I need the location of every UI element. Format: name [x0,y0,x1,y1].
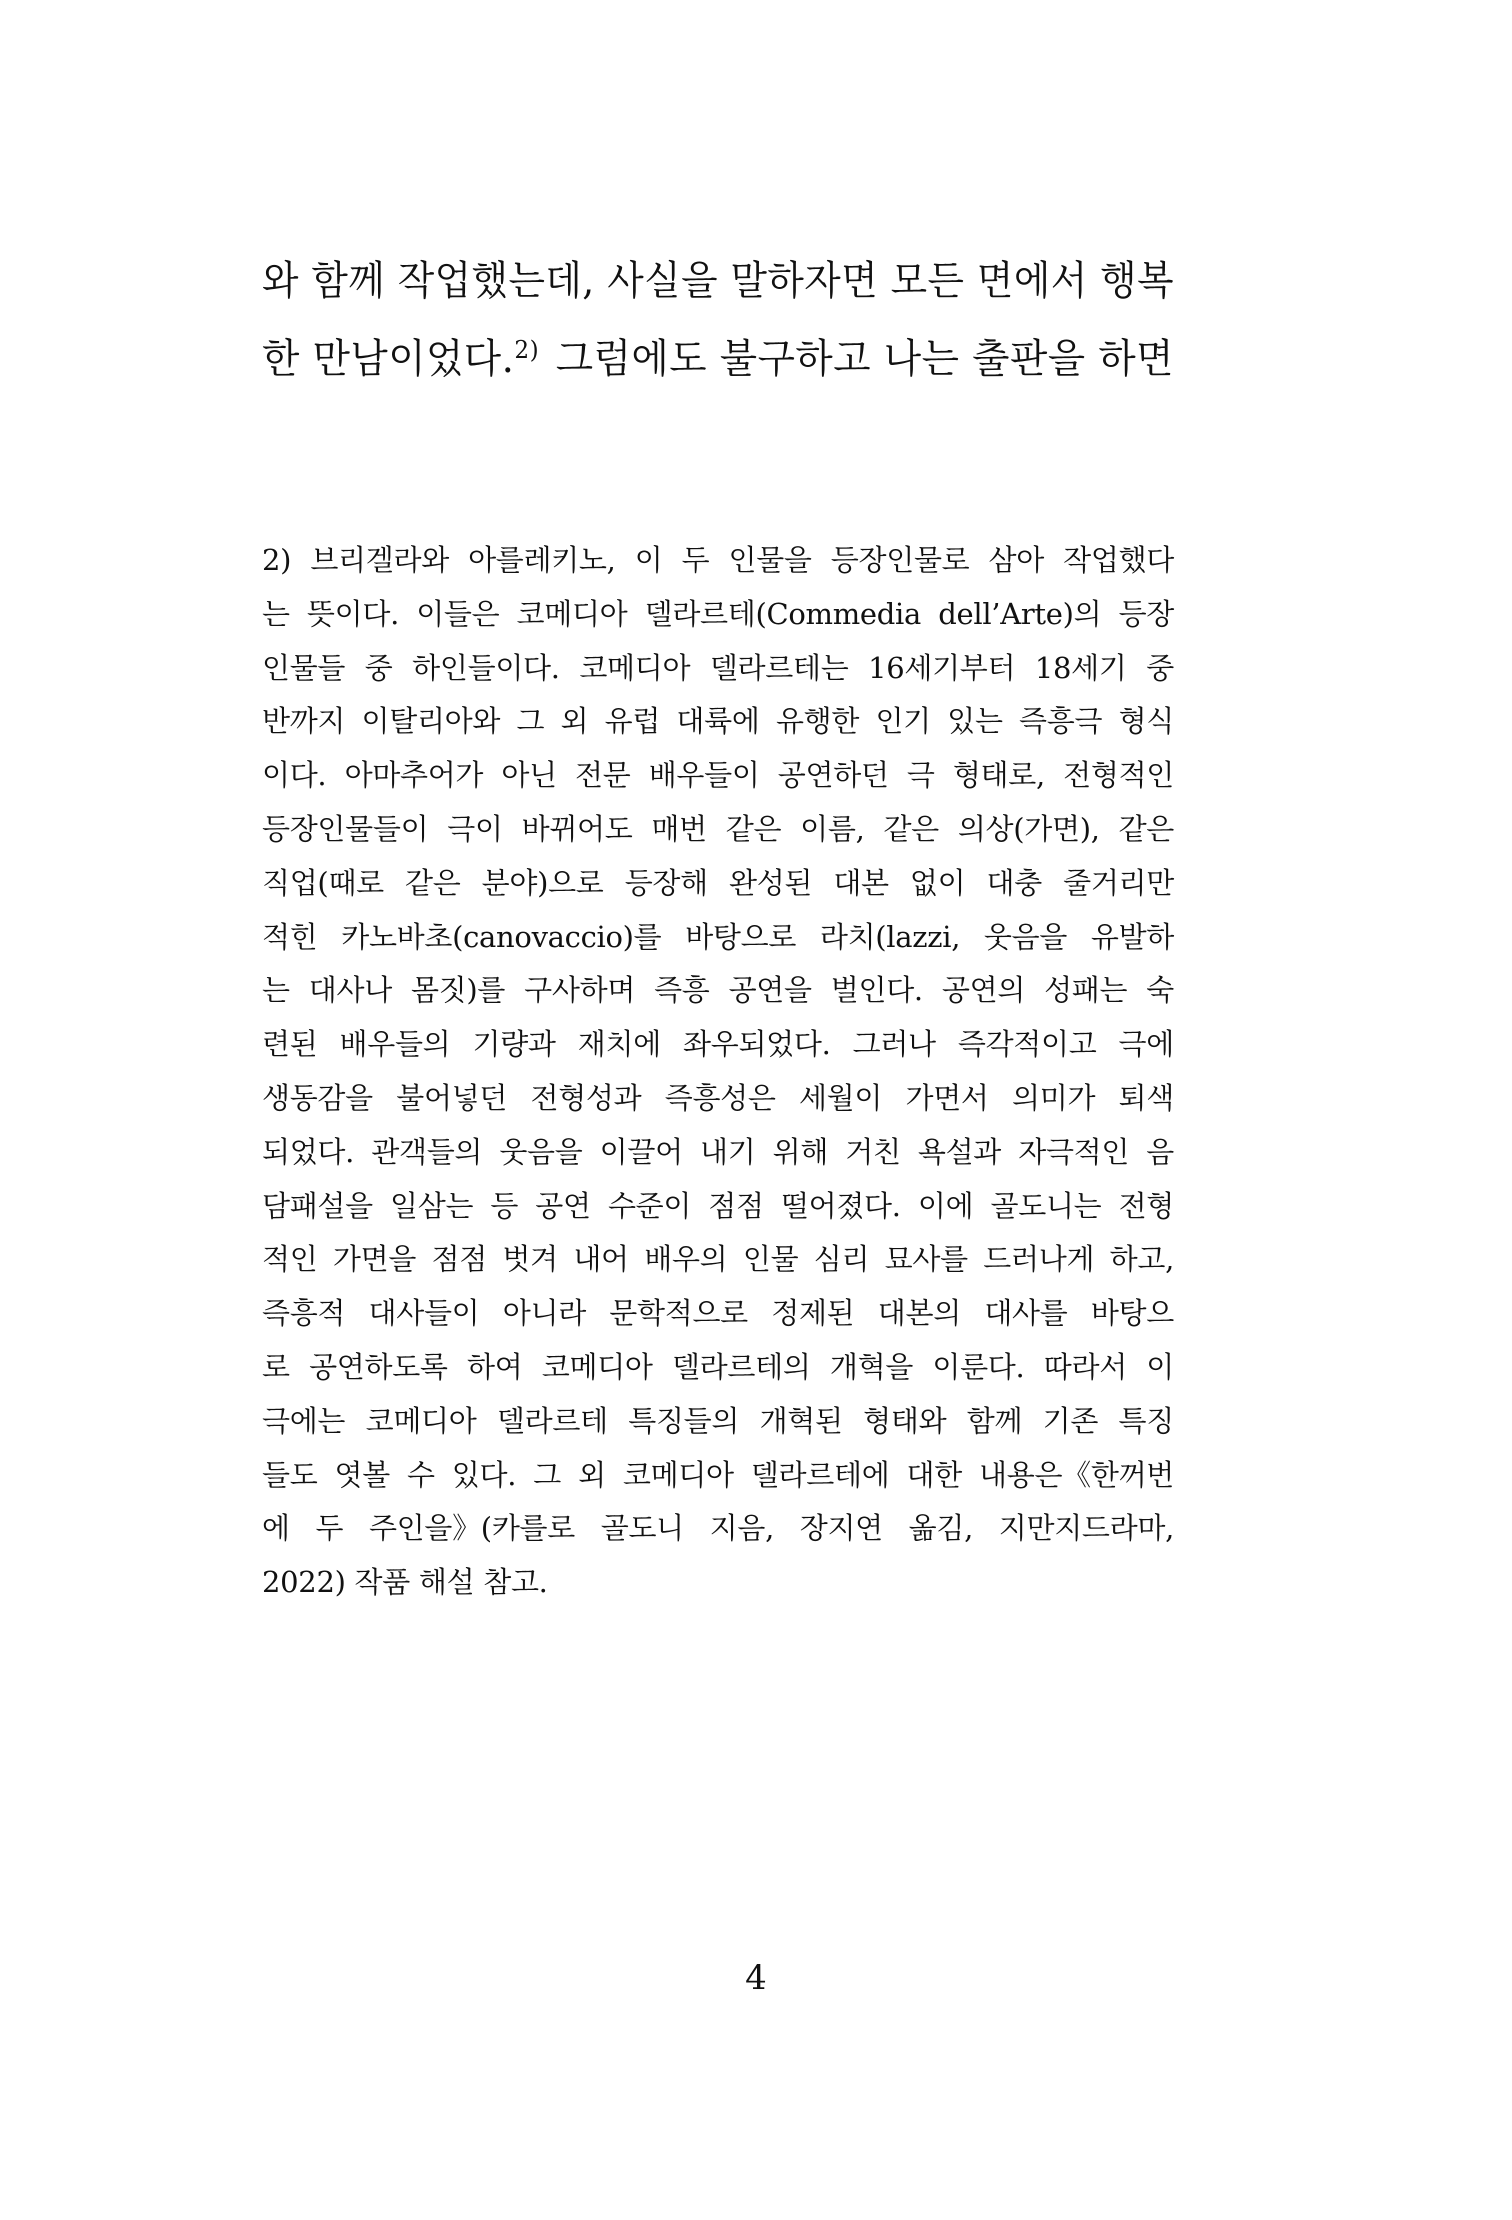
footnote-line: 등장인물들이 극이 바뀌어도 매번 같은 이름, 같은 의상(가면), 같은 [262,811,1174,846]
footnote-line: 로 공연하도록 하여 코메디아 델라르테의 개혁을 이룬다. 따라서 이 [262,1349,1174,1384]
body-text-segment: 그럼에도 불구하고 나는 출판을 하면 [543,336,1174,382]
footnote-line: 련된 배우들의 기량과 재치에 좌우되었다. 그러나 즉각적이고 극에 [262,1027,1174,1062]
body-text-line [262,320,1228,398]
footnote [262,534,1262,1610]
footnote-line: 담패설을 일삼는 등 공연 수준이 점점 떨어졌다. 이에 골도니는 전형 [262,1188,1174,1223]
footnote-line: 즉흥적 대사들이 아니라 문학적으로 정제된 대본의 대사를 바탕으 [262,1296,1174,1331]
footnote-line: 2) 브리겔라와 아를레키노, 이 두 인물을 등장인물로 삼아 작업했다 [262,543,1174,577]
footnote-line: 생동감을 불어넣던 전형성과 즉흥성은 세월이 가면서 의미가 퇴색 [262,1080,1174,1115]
footnote-line: 반까지 이탈리아와 그 외 유럽 대륙에 유행한 인기 있는 즉흥극 형식 [262,704,1174,739]
footnote-line: 인물들 중 하인들이다. 코메디아 델라르테는 16세기부터 18세기 중 [262,650,1174,685]
footnote-line: 2022) 작품 해설 참고. [262,1565,548,1600]
footnote-line: 에 두 주인을》(카를로 골도니 지음, 장지연 옮김, 지만지드라마, [262,1511,1174,1546]
body-text-segment: 한 만남이었다. [262,336,515,382]
footnote-line: 는 대사나 몸짓)를 구사하며 즉흥 공연을 벌인다. 공연의 성패는 숙 [262,973,1174,1008]
footnote-line: 들도 엿볼 수 있다. 그 외 코메디아 델라르테에 대한 내용은《한꺼번 [262,1457,1174,1492]
footnote-line: 적인 가면을 점점 벗겨 내어 배우의 인물 심리 묘사를 드러나게 하고, [262,1242,1174,1277]
body-text [262,242,1262,398]
body-text-line: 와 함께 작업했는데, 사실을 말하자면 모든 면에서 행복 [262,258,1174,304]
footnote-reference: 2) [514,336,540,364]
footnote-line: 극에는 코메디아 델라르테 특징들의 개혁된 형태와 함께 기존 특징 [262,1403,1174,1438]
page-number: 4 [745,1958,767,1998]
footnote-line: 적힌 카노바초(canovaccio)를 바탕으로 라치(lazzi, 웃음을 유발하 [262,919,1174,954]
footnote-line: 는 뜻이다. 이들은 코메디아 델라르테(Commedia dell’Arte)의 등장 [262,596,1174,631]
footnote-line: 되었다. 관객들의 웃음을 이끌어 내기 위해 거친 욕설과 자극적인 음 [262,1134,1174,1169]
footnote-line: 직업(때로 같은 분야)으로 등장해 완성된 대본 없이 대충 줄거리만 [262,865,1174,900]
footnote-line: 이다. 아마추어가 아닌 전문 배우들이 공연하던 극 형태로, 전형적인 [262,758,1174,793]
